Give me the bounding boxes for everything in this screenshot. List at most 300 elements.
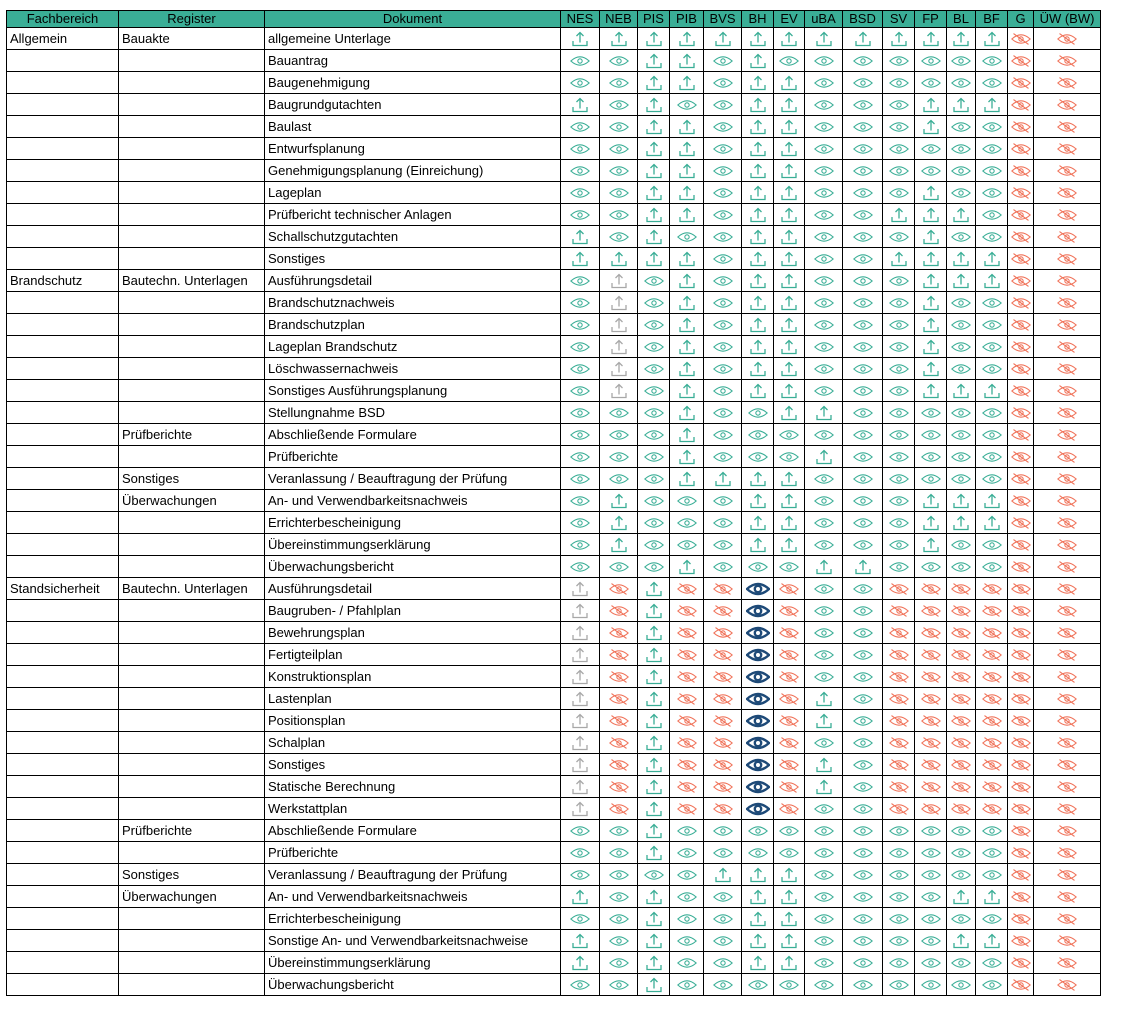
- eye-icon: [883, 930, 915, 952]
- fachbereich-cell: [7, 358, 119, 380]
- eye-icon: [843, 908, 883, 930]
- eye-hidden-icon: [1011, 120, 1031, 134]
- eye-icon: [774, 974, 805, 996]
- upload-icon: [780, 405, 798, 421]
- dokument-cell: Bewehrungsplan: [265, 622, 561, 644]
- eye-hidden-icon: [982, 604, 1002, 618]
- eye-hidden-icon: [1008, 28, 1034, 50]
- dokument-cell: Prüfbericht technischer Anlagen: [265, 204, 561, 226]
- fachbereich-cell: [7, 182, 119, 204]
- upload-icon: [774, 512, 805, 534]
- upload-icon: [922, 207, 940, 223]
- upload-icon: [670, 138, 704, 160]
- register-cell: [119, 160, 265, 182]
- eye-hidden-icon: [947, 600, 976, 622]
- eye-hidden-icon: [1008, 116, 1034, 138]
- eye-icon: [704, 226, 742, 248]
- eye-hidden-icon: [1011, 626, 1031, 640]
- upload-icon: [670, 160, 704, 182]
- eye-icon: [748, 406, 768, 420]
- eye-hidden-icon: [1008, 974, 1034, 996]
- eye-icon: [713, 890, 733, 904]
- eye-hidden-icon: [1008, 688, 1034, 710]
- upload-icon: [749, 53, 767, 69]
- eye-hidden-icon: [1011, 978, 1031, 992]
- eye-icon: [609, 956, 629, 970]
- eye-hidden-icon: [1011, 274, 1031, 288]
- upload-icon: [678, 427, 696, 443]
- eye-hidden-icon: [609, 582, 629, 596]
- upload-icon: [714, 867, 732, 883]
- upload-icon: [638, 226, 670, 248]
- eye-icon: [921, 868, 941, 882]
- register-cell: [119, 94, 265, 116]
- eye-icon: [915, 160, 947, 182]
- eye-icon: [704, 138, 742, 160]
- eye-icon: [921, 142, 941, 156]
- upload-icon: [670, 314, 704, 336]
- eye-icon: [570, 824, 590, 838]
- upload-icon: [947, 886, 976, 908]
- upload-icon: [922, 185, 940, 201]
- eye-icon: [951, 54, 971, 68]
- eye-hidden-icon: [982, 780, 1002, 794]
- eye-icon: [889, 978, 909, 992]
- eye-icon: [889, 472, 909, 486]
- eye-icon: [853, 538, 873, 552]
- eye-icon: [976, 402, 1008, 424]
- eye-icon: [713, 428, 733, 442]
- register-cell: [119, 776, 265, 798]
- upload-icon: [670, 72, 704, 94]
- eye-icon: [704, 160, 742, 182]
- eye-hidden-icon: [915, 710, 947, 732]
- register-cell: [119, 226, 265, 248]
- upload-icon: [742, 28, 774, 50]
- eye-icon: [805, 820, 843, 842]
- dokument-cell: Brandschutznachweis: [265, 292, 561, 314]
- eye-hidden-icon: [1034, 556, 1101, 578]
- dokument-cell: Errichterbescheinigung: [265, 908, 561, 930]
- upload-icon: [774, 358, 805, 380]
- upload-icon: [774, 138, 805, 160]
- eye-hidden-icon: [677, 736, 697, 750]
- eye-icon: [843, 600, 883, 622]
- eye-icon: [947, 842, 976, 864]
- eye-icon: [677, 230, 697, 244]
- eye-icon: [982, 428, 1002, 442]
- upload-icon: [670, 292, 704, 314]
- eye-hidden-icon: [1057, 670, 1077, 684]
- eye-hidden-icon: [1008, 204, 1034, 226]
- eye-icon: [805, 534, 843, 556]
- eye-hidden-icon: [609, 692, 629, 706]
- column-header-11: BSD: [843, 11, 883, 28]
- eye-icon: [889, 538, 909, 552]
- table-row: [7, 446, 1101, 468]
- eye-icon: [713, 560, 733, 574]
- upload-icon: [638, 248, 670, 270]
- eye-icon: [883, 314, 915, 336]
- eye-icon: [951, 76, 971, 90]
- eye-icon: [951, 340, 971, 354]
- register-cell: [119, 798, 265, 820]
- eye-icon: [713, 362, 733, 376]
- eye-hidden-icon: [677, 582, 697, 596]
- register-cell: Überwachungen: [119, 886, 265, 908]
- eye-hidden-icon: [779, 648, 799, 662]
- eye-icon: [814, 868, 834, 882]
- eye-icon: [976, 974, 1008, 996]
- eye-hidden-icon: [609, 604, 629, 618]
- upload-icon: [774, 864, 805, 886]
- upload-icon: [815, 449, 833, 465]
- eye-icon: [921, 978, 941, 992]
- eye-hidden-icon: [677, 604, 697, 618]
- upload-icon: [610, 361, 628, 377]
- eye-icon: [947, 292, 976, 314]
- eye-icon: [609, 890, 629, 904]
- eye-hidden-icon: [1034, 666, 1101, 688]
- eye-icon: [883, 116, 915, 138]
- eye-icon: [947, 446, 976, 468]
- fachbereich-cell: [7, 72, 119, 94]
- eye-hidden-icon: [713, 758, 733, 772]
- upload-icon: [922, 339, 940, 355]
- upload-icon: [742, 226, 774, 248]
- register-cell: Bautechn. Unterlagen: [119, 270, 265, 292]
- eye-icon: [853, 846, 873, 860]
- fachbereich-cell: [7, 292, 119, 314]
- eye-icon: [976, 468, 1008, 490]
- eye-hidden-icon: [1008, 402, 1034, 424]
- upload-icon: [610, 295, 628, 311]
- table-row: [7, 534, 1101, 556]
- eye-hidden-icon: [774, 776, 805, 798]
- upload-icon: [780, 867, 798, 883]
- eye-icon: [570, 384, 590, 398]
- upload-icon: [670, 380, 704, 402]
- eye-icon: [570, 120, 590, 134]
- upload-icon: [561, 886, 600, 908]
- upload-icon: [976, 930, 1008, 952]
- eye-icon: [915, 424, 947, 446]
- eye-icon: [609, 208, 629, 222]
- eye-icon: [713, 824, 733, 838]
- eye-icon: [805, 644, 843, 666]
- register-cell: Bautechn. Unterlagen: [119, 578, 265, 600]
- eye-icon: [947, 820, 976, 842]
- upload-icon: [678, 449, 696, 465]
- upload-icon: [645, 713, 663, 729]
- upload-icon: [780, 163, 798, 179]
- eye-icon: [713, 494, 733, 508]
- eye-hidden-icon: [947, 644, 976, 666]
- eye-icon: [947, 424, 976, 446]
- permissions-table: [6, 10, 1101, 996]
- eye-hidden-icon: [779, 604, 799, 618]
- eye-hidden-icon: [951, 626, 971, 640]
- eye-icon: [883, 842, 915, 864]
- eye-icon: [915, 952, 947, 974]
- upload-icon: [714, 471, 732, 487]
- eye-icon: [805, 138, 843, 160]
- eye-icon: [774, 50, 805, 72]
- upload-icon: [780, 273, 798, 289]
- upload-icon: [976, 886, 1008, 908]
- eye-icon: [774, 446, 805, 468]
- upload-icon: [645, 977, 663, 993]
- eye-hidden-icon: [677, 626, 697, 640]
- upload-icon: [678, 185, 696, 201]
- upload-icon: [922, 273, 940, 289]
- upload-icon: [780, 383, 798, 399]
- upload-icon: [815, 31, 833, 47]
- upload-icon: [922, 97, 940, 113]
- upload-icon: [561, 578, 600, 600]
- upload-icon: [670, 468, 704, 490]
- eye-icon: [600, 842, 638, 864]
- eye-icon: [853, 98, 873, 112]
- eye-hidden-icon: [947, 688, 976, 710]
- eye-hidden-icon: [600, 644, 638, 666]
- eye-icon: [947, 864, 976, 886]
- eye-icon: [638, 380, 670, 402]
- upload-icon: [678, 471, 696, 487]
- eye-icon: [561, 864, 600, 886]
- eye-hidden-icon: [921, 582, 941, 596]
- upload-icon: [952, 515, 970, 531]
- eye-icon: [947, 402, 976, 424]
- eye-hidden-icon: [677, 714, 697, 728]
- dokument-cell: allgemeine Unterlage: [265, 28, 561, 50]
- upload-icon: [742, 930, 774, 952]
- fachbereich-cell: [7, 556, 119, 578]
- eye-icon: [915, 842, 947, 864]
- table-row: [7, 160, 1101, 182]
- table-row: [7, 864, 1101, 886]
- dokument-cell: Veranlassung / Beauftragung der Prüfung: [265, 864, 561, 886]
- fachbereich-cell: [7, 886, 119, 908]
- upload-icon: [571, 779, 589, 795]
- eye-hidden-icon: [704, 776, 742, 798]
- upload-icon: [678, 339, 696, 355]
- eye-hidden-icon: [1057, 54, 1077, 68]
- eye-icon: [774, 820, 805, 842]
- upload-icon: [638, 72, 670, 94]
- register-cell: [119, 952, 265, 974]
- eye-hidden-icon: [600, 688, 638, 710]
- upload-icon: [638, 116, 670, 138]
- eye-icon: [951, 956, 971, 970]
- eye-icon: [609, 560, 629, 574]
- eye-icon: [805, 292, 843, 314]
- eye-hidden-icon: [976, 732, 1008, 754]
- eye-icon: [853, 208, 873, 222]
- eye-icon: [600, 402, 638, 424]
- register-cell: [119, 908, 265, 930]
- dokument-cell: Baulast: [265, 116, 561, 138]
- eye-icon: [853, 692, 873, 706]
- eye-hidden-icon: [1011, 450, 1031, 464]
- table-header-row: [7, 11, 1101, 28]
- eye-hidden-icon: [1057, 714, 1077, 728]
- register-cell: [119, 116, 265, 138]
- eye-hidden-icon: [1034, 138, 1101, 160]
- eye-icon: [853, 274, 873, 288]
- upload-icon: [670, 336, 704, 358]
- eye-icon: [915, 886, 947, 908]
- upload-icon: [638, 578, 670, 600]
- eye-icon: [805, 622, 843, 644]
- eye-icon: [982, 318, 1002, 332]
- eye-hidden-icon: [1011, 758, 1031, 772]
- eye-icon: [704, 842, 742, 864]
- upload-icon: [610, 31, 628, 47]
- table-row: [7, 226, 1101, 248]
- eye-hidden-icon: [1057, 428, 1077, 442]
- fachbereich-cell: [7, 930, 119, 952]
- upload-icon: [678, 295, 696, 311]
- upload-icon: [571, 735, 589, 751]
- upload-icon: [670, 270, 704, 292]
- eye-hidden-icon: [889, 582, 909, 596]
- eye-icon: [889, 956, 909, 970]
- eye-hidden-icon: [1034, 248, 1101, 270]
- eye-hidden-icon: [976, 622, 1008, 644]
- eye-hidden-icon: [600, 754, 638, 776]
- upload-icon: [774, 380, 805, 402]
- upload-icon: [670, 358, 704, 380]
- eye-icon: [853, 406, 873, 420]
- fachbereich-cell: Standsicherheit: [7, 578, 119, 600]
- upload-icon: [600, 28, 638, 50]
- eye-hidden-icon: [947, 578, 976, 600]
- eye-icon: [982, 142, 1002, 156]
- upload-icon: [638, 160, 670, 182]
- eye-icon: [814, 98, 834, 112]
- eye-icon: [843, 666, 883, 688]
- eye-hidden-icon: [947, 666, 976, 688]
- eye-icon: [609, 824, 629, 838]
- eye-hidden-icon: [1011, 428, 1031, 442]
- upload-icon: [983, 273, 1001, 289]
- eye-icon: [883, 974, 915, 996]
- eye-hidden-icon: [1008, 446, 1034, 468]
- register-cell: [119, 930, 265, 952]
- upload-icon: [571, 691, 589, 707]
- eye-icon: [609, 230, 629, 244]
- eye-icon: [742, 754, 774, 776]
- eye-icon: [805, 864, 843, 886]
- eye-hidden-icon: [1011, 230, 1031, 244]
- eye-icon: [670, 842, 704, 864]
- eye-icon: [609, 98, 629, 112]
- eye-icon: [609, 406, 629, 420]
- upload-icon: [645, 163, 663, 179]
- eye-hidden-icon: [1057, 76, 1077, 90]
- eye-hidden-icon: [677, 692, 697, 706]
- upload-icon: [638, 798, 670, 820]
- upload-icon: [774, 204, 805, 226]
- table-row: [7, 292, 1101, 314]
- upload-icon: [678, 405, 696, 421]
- eye-hidden-icon: [774, 688, 805, 710]
- eye-icon: [947, 534, 976, 556]
- upload-icon: [749, 229, 767, 245]
- eye-icon: [713, 340, 733, 354]
- upload-icon: [922, 493, 940, 509]
- eye-icon: [814, 472, 834, 486]
- register-cell: [119, 446, 265, 468]
- eye-icon: [704, 336, 742, 358]
- eye-icon: [742, 600, 774, 622]
- table-row: [7, 886, 1101, 908]
- upload-icon: [774, 292, 805, 314]
- eye-icon: [609, 76, 629, 90]
- eye-icon: [677, 956, 697, 970]
- table-row: [7, 28, 1101, 50]
- fachbereich-cell: [7, 380, 119, 402]
- eye-hidden-icon: [1057, 494, 1077, 508]
- table-row: [7, 512, 1101, 534]
- eye-hidden-icon: [1011, 956, 1031, 970]
- eye-hidden-icon: [976, 666, 1008, 688]
- eye-icon: [889, 824, 909, 838]
- upload-icon: [749, 471, 767, 487]
- eye-icon: [638, 424, 670, 446]
- eye-icon: [976, 358, 1008, 380]
- eye-icon: [976, 842, 1008, 864]
- eye-icon: [704, 402, 742, 424]
- eye-hidden-icon: [600, 776, 638, 798]
- table-row: [7, 754, 1101, 776]
- upload-icon: [600, 314, 638, 336]
- eye-hidden-icon: [779, 714, 799, 728]
- eye-icon: [704, 380, 742, 402]
- table-row: [7, 732, 1101, 754]
- eye-hidden-icon: [1034, 952, 1101, 974]
- eye-hidden-icon: [1008, 72, 1034, 94]
- eye-icon: [814, 428, 834, 442]
- eye-hidden-icon: [883, 776, 915, 798]
- upload-icon: [561, 28, 600, 50]
- eye-icon: [843, 710, 883, 732]
- eye-icon: [644, 274, 664, 288]
- eye-hidden-icon: [883, 644, 915, 666]
- eye-icon: [742, 446, 774, 468]
- upload-icon: [571, 581, 589, 597]
- eye-icon: [951, 142, 971, 156]
- upload-icon: [742, 490, 774, 512]
- eye-icon: [600, 974, 638, 996]
- upload-icon: [561, 226, 600, 248]
- table-row: [7, 776, 1101, 798]
- upload-icon: [704, 864, 742, 886]
- eye-icon: [748, 428, 768, 442]
- eye-hidden-icon: [976, 578, 1008, 600]
- upload-icon: [774, 402, 805, 424]
- eye-icon: [843, 380, 883, 402]
- upload-icon: [571, 251, 589, 267]
- upload-icon: [645, 779, 663, 795]
- eye-hidden-icon: [1057, 406, 1077, 420]
- upload-icon: [742, 270, 774, 292]
- fachbereich-cell: [7, 468, 119, 490]
- eye-hidden-icon: [670, 600, 704, 622]
- upload-icon: [571, 97, 589, 113]
- fachbereich-cell: [7, 160, 119, 182]
